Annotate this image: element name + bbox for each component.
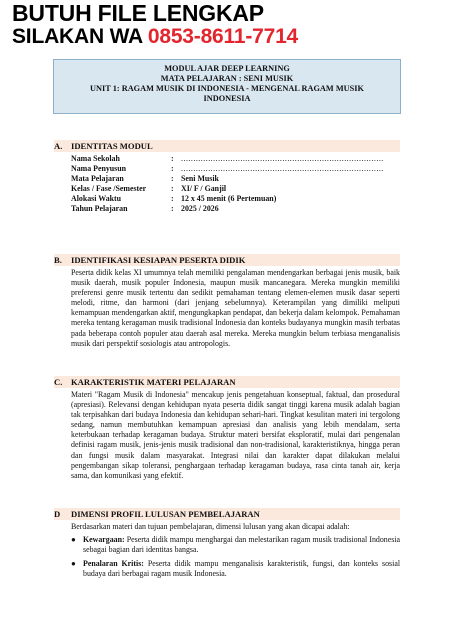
section-karakteristik-materi	[54, 376, 400, 481]
identity-row	[71, 204, 400, 214]
header-line-3: UNIT 1: RAGAM MUSIK DI INDONESIA - MENGENAL RAGAM MUSIK	[90, 84, 364, 93]
promo-line-1: BUTUH FILE LENGKAP	[12, 0, 264, 26]
identity-row	[71, 164, 400, 174]
identity-label: Kelas / Fase /Semester	[71, 184, 147, 194]
list-item-text	[83, 535, 400, 555]
section-c-title: KARAKTERISTIK MATERI PELAJARAN	[71, 377, 236, 387]
identity-row	[71, 184, 400, 194]
section-b-letter: B.	[54, 255, 62, 265]
identity-row	[71, 174, 400, 184]
section-d-letter: D	[54, 509, 61, 519]
section-a-title: IDENTITAS MODUL	[71, 141, 153, 151]
identity-label: Alokasi Waktu	[71, 194, 122, 204]
section-a-heading	[54, 140, 400, 152]
bullet-icon: ●	[71, 559, 76, 569]
identity-value: 12 x 45 menit (6 Pertemuan)	[181, 194, 277, 204]
header-line-1: MODUL AJAR DEEP LEARNING	[164, 64, 290, 73]
list-item-term: Kewargaan:	[83, 535, 125, 545]
identity-value: 2025 / 2026	[181, 204, 219, 214]
profile-dimension-list	[71, 535, 400, 579]
identity-colon: :	[171, 204, 174, 214]
section-c-letter: C.	[54, 377, 63, 387]
identity-colon: :	[171, 174, 174, 184]
section-c-heading	[54, 376, 400, 388]
promo-phone: 0853-8611-7714	[147, 25, 299, 48]
identity-table	[71, 154, 400, 215]
list-item-term: Penalaran Kritis:	[83, 559, 144, 569]
section-d-intro: Berdasarkan materi dan tujuan pembelajaran, dimensi lulusan yang akan dicapai adalah:	[71, 522, 350, 531]
identity-value: XI/ F / Ganjil	[181, 184, 227, 194]
section-d-heading	[54, 508, 400, 520]
identity-value: ..................................................................................	[181, 164, 384, 174]
identity-label: Nama Sekolah	[71, 154, 120, 163]
identity-colon: :	[171, 184, 174, 194]
identity-colon: :	[171, 154, 174, 163]
module-header-box	[53, 59, 401, 114]
section-a-letter: A.	[54, 141, 63, 151]
identity-row	[71, 154, 400, 164]
identity-value: Seni Musik	[181, 174, 219, 184]
identity-colon: :	[171, 194, 174, 204]
section-identitas-modul	[54, 140, 400, 215]
list-item-description: Peserta didik mampu menghargai dan melestarikan ragam musik tradisional Indonesia sebagai bagian dari identitas bangsa.	[83, 535, 400, 555]
section-b-heading	[54, 254, 400, 266]
promo-banner	[12, 0, 298, 47]
section-c-body: Materi "Ragam Musik di Indonesia" mencakup jenis pengetahuan konseptual, faktual, dan prosedural (apresiasi). Relevansi dengan kehidupan nyata peserta didik sangat tinggi karena musik adalah bagian tak terpisahkan dari budaya Indonesia dan kehidupan sehari-hari. Tingkat kesulitan materi ini tergolong sedang, namun membutuhkan kemampuan apresiasi dan analisis yang lebih mendalam, serta keterbukaan terhadap keragaman budaya. Struktur materi bersifat eksploratif, mulai dari pengenalan definisi ragam musik, jenis-jenis musik tradisional dan non-tradisional, karakteristiknya, hingga peran dan fungsi musik dalam masyarakat. Integrasi nilai dan karakter dapat dilakukan melalui pengembangan sikap toleransi, penghargaan terhadap keragaman budaya, rasa cinta tanah air, kerja sama, dan komunikasi yang efektif.	[71, 390, 400, 480]
promo-line-2-prefix: SILAKAN WA	[12, 25, 148, 48]
bullet-icon: ●	[71, 535, 76, 545]
identity-row	[71, 194, 400, 204]
section-d-title: DIMENSI PROFIL LULUSAN PEMBELAJARAN	[71, 509, 260, 519]
identity-label: Tahun Pelajaran	[71, 204, 128, 214]
list-item	[71, 535, 400, 555]
list-item	[71, 559, 400, 579]
identity-colon: :	[171, 164, 174, 174]
list-item-text	[83, 559, 400, 579]
header-line-4: INDONESIA	[203, 94, 251, 103]
section-dimensi-profil-lulusan	[54, 508, 400, 583]
identity-value: ..................................................................................	[181, 154, 384, 163]
section-kesiapan-peserta-didik	[54, 254, 400, 349]
section-b-body: Peserta didik kelas XI umumnya telah memiliki pengalaman mendengarkan berbagai jenis musik, baik musik daerah, musik populer Indonesia, maupun musik mancanegara. Mereka mungkin memiliki preferensi genre musik tertentu dan sedikit pemahaman tentang elemen-elemen musik dasar seperti melodi, ritme, dan harmoni (dari jenjang sebelumnya). Keterampilan yang dimiliki meliputi kemampuan mendengarkan aktif, mengungkapkan pendapat, dan bekerja dalam kelompok. Pemahaman mereka tentang keragaman musik tradisional Indonesia dan konteks budayanya mungkin masih terbatas pada beberapa contoh populer atau daerah asal mereka. Mereka mungkin belum terbiasa menganalisis musik dari perspektif sosiologis atau antropologis.	[71, 268, 400, 348]
header-line-2: MATA PELAJARAN : SENI MUSIK	[160, 74, 294, 83]
identity-label: Nama Penyusun	[71, 164, 127, 174]
list-item-description: Peserta didik mampu menganalisis karakteristik, fungsi, dan konteks sosial budaya dari berbagai ragam musik Indonesia.	[83, 559, 401, 579]
promo-line-2	[12, 26, 298, 47]
identity-label: Mata Pelajaran	[71, 174, 124, 184]
section-b-title: IDENTIFIKASI KESIAPAN PESERTA DIDIK	[71, 255, 246, 265]
